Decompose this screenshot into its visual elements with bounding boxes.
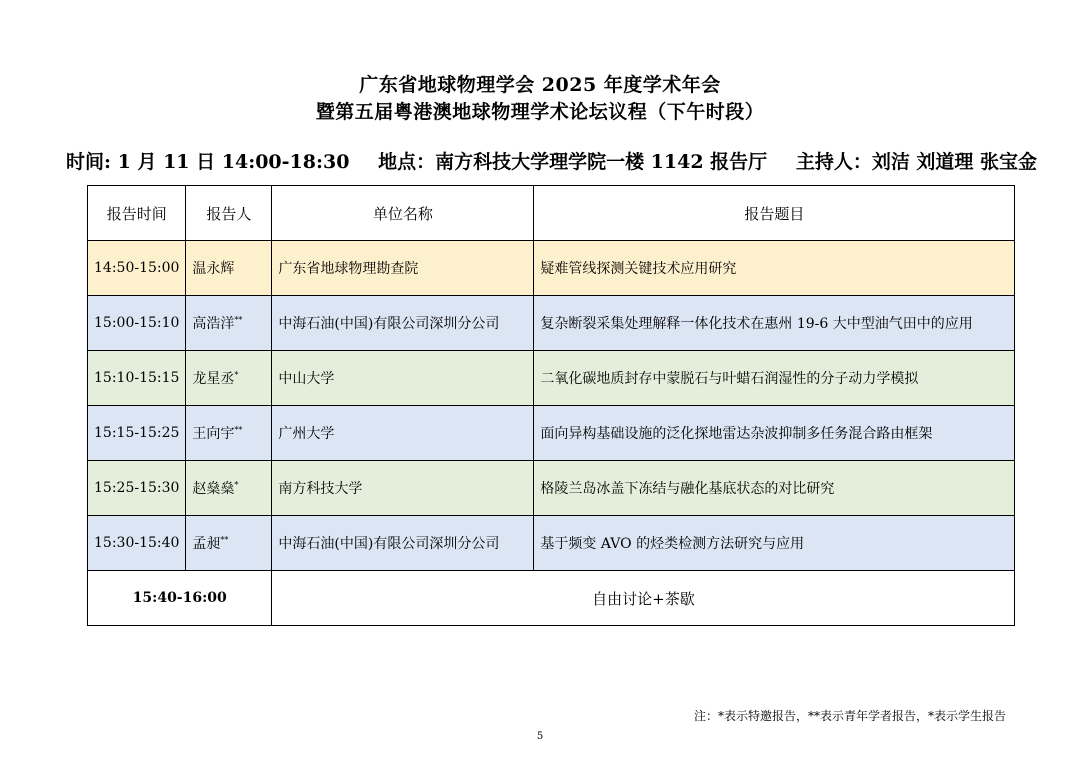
row-speaker xyxy=(186,241,272,296)
speaker-mark: ** xyxy=(234,315,243,325)
row-speaker xyxy=(186,351,272,406)
column-header: 单位名称 xyxy=(272,186,534,241)
row-unit: 广州大学 xyxy=(272,406,534,461)
session-location: 地点：南方科技大学理学院一楼 1142 报告厅 xyxy=(378,151,768,173)
row-unit: 中山大学 xyxy=(272,351,534,406)
table-row xyxy=(88,241,1015,296)
row-title: 基于频变 AVO 的烃类检测方法研究与应用 xyxy=(534,516,1015,571)
row-title: 二氧化碳地质封存中蒙脱石与叶蜡石润湿性的分子动力学模拟 xyxy=(534,351,1015,406)
break-time: 15:40-16:00 xyxy=(88,571,272,626)
speaker-name: 高浩洋 xyxy=(192,316,235,332)
agenda-table xyxy=(87,185,1015,626)
row-time: 15:15-15:25 xyxy=(88,406,186,461)
speaker-name: 温永辉 xyxy=(192,261,235,277)
row-unit: 中海石油(中国)有限公司深圳分公司 xyxy=(272,296,534,351)
page-number: 5 xyxy=(536,731,544,742)
speaker-name: 赵燊燊 xyxy=(192,481,235,497)
table-row xyxy=(88,296,1015,351)
column-header: 报告人 xyxy=(186,186,272,241)
row-unit: 中海石油(中国)有限公司深圳分公司 xyxy=(272,516,534,571)
row-speaker xyxy=(186,516,272,571)
row-time: 14:50-15:00 xyxy=(88,241,186,296)
speaker-name: 王向宇 xyxy=(192,426,235,442)
speaker-mark: * xyxy=(234,370,239,380)
session-host: 主持人：刘洁 刘道理 张宝金 xyxy=(795,151,1038,173)
table-header-row xyxy=(88,186,1015,241)
column-header: 报告时间 xyxy=(88,186,186,241)
table-row xyxy=(88,406,1015,461)
break-row xyxy=(88,571,1015,626)
column-header: 报告题目 xyxy=(534,186,1015,241)
table-row xyxy=(88,461,1015,516)
speaker-name: 孟昶 xyxy=(192,536,221,552)
title-line-2: 暨第五届粤港澳地球物理学术论坛议程（下午时段） xyxy=(315,101,765,123)
speaker-name: 龙星丞 xyxy=(192,371,235,387)
break-label: 自由讨论+茶歇 xyxy=(272,571,1015,626)
row-time: 15:10-15:15 xyxy=(88,351,186,406)
row-title: 格陵兰岛冰盖下冻结与融化基底状态的对比研究 xyxy=(534,461,1015,516)
session-info xyxy=(66,147,1066,174)
speaker-mark: ** xyxy=(220,535,229,545)
row-time: 15:00-15:10 xyxy=(88,296,186,351)
row-title: 疑难管线探测关键技术应用研究 xyxy=(534,241,1015,296)
row-unit: 广东省地球物理勘查院 xyxy=(272,241,534,296)
row-speaker xyxy=(186,406,272,461)
row-speaker xyxy=(186,461,272,516)
title-line-1: 广东省地球物理学会 2025 年度学术年会 xyxy=(359,74,721,96)
table-row xyxy=(88,516,1015,571)
table-row xyxy=(88,351,1015,406)
speaker-mark: * xyxy=(234,480,239,490)
row-title: 面向异构基础设施的泛化探地雷达杂波抑制多任务混合路由框架 xyxy=(534,406,1015,461)
footnote: 注：*表示特邀报告，**表示青年学者报告，*表示学生报告 xyxy=(693,709,1006,723)
row-time: 15:25-15:30 xyxy=(88,461,186,516)
row-unit: 南方科技大学 xyxy=(272,461,534,516)
row-speaker xyxy=(186,296,272,351)
speaker-mark: ** xyxy=(234,425,243,435)
row-time: 15:30-15:40 xyxy=(88,516,186,571)
row-title: 复杂断裂采集处理解释一体化技术在惠州 19-6 大中型油气田中的应用 xyxy=(534,296,1015,351)
session-time: 时间: 1 月 11 日 14:00-18:30 xyxy=(66,151,350,173)
